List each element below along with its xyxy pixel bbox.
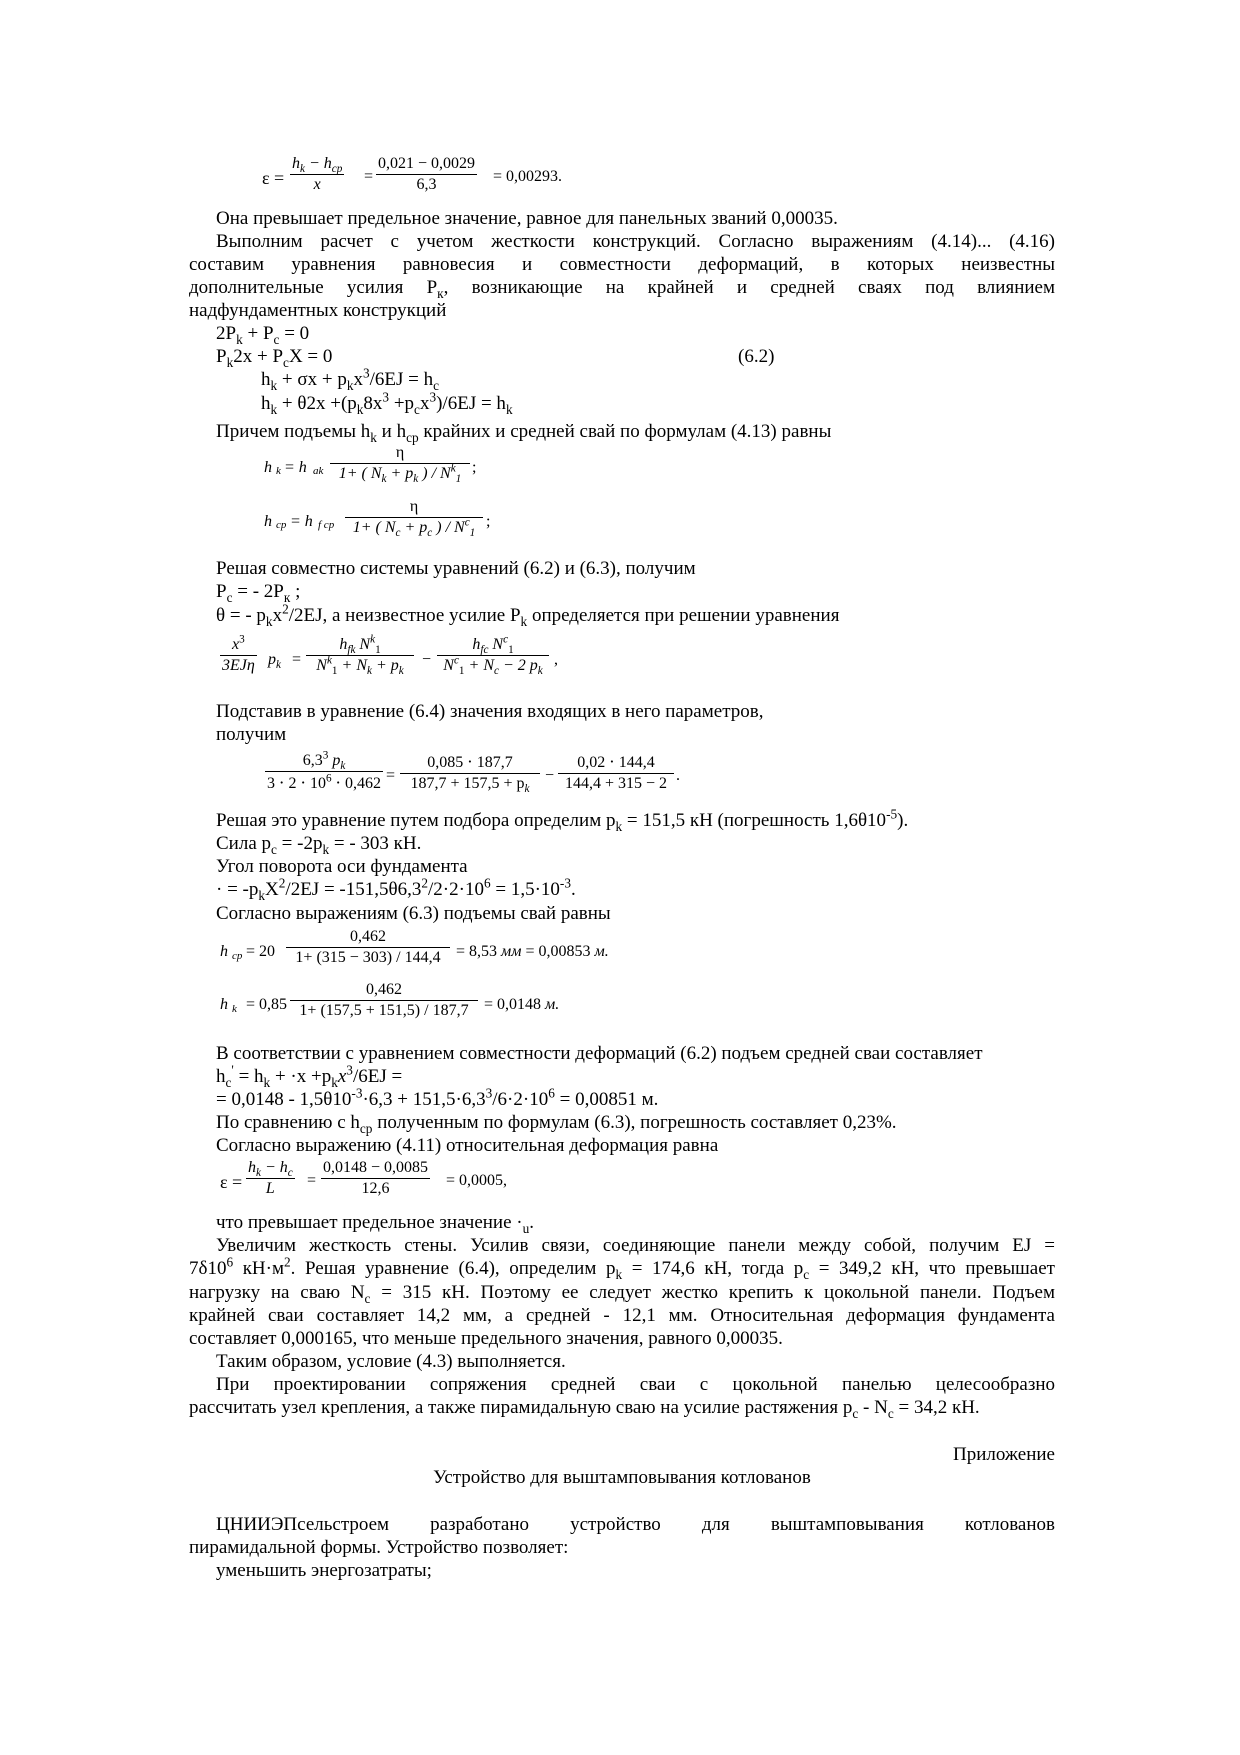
eq-fraction: $x^3$ 3EJη <box>222 633 255 674</box>
eq-lhs-sub: k <box>232 1003 237 1015</box>
eq-fraction: $\frac{0,462}{1+ (315 - 303) / 144,4}$ <box>286 928 450 967</box>
eq-result: = 8,53 мм = 0,00853 м. <box>456 943 609 960</box>
eq-lhs-sub: k <box>276 465 281 477</box>
eq-rhs: = 20 <box>246 943 276 960</box>
eq-sign: = <box>363 168 374 185</box>
eq-minus: − <box>545 767 555 784</box>
eq-fraction: $\frac{6,3^3 p_k}{3 \cdot 2 \cdot 10^6 \cdot 0,462}$ <box>267 749 382 792</box>
paragraph: $P_c$ = - $2P_к$ ; <box>216 581 301 605</box>
paragraph-line: Выполним расчет с учетом жесткости конструкций. Согласно выражениям (4.14)... (4.16) <box>216 231 1055 252</box>
paragraph: Угол поворота оси фундамента <box>216 856 468 877</box>
paragraph: · = $-p_kX^2/2EJ = -151,5\theta 6,3^2/2\cdot 2\cdot 10^6 = 1,5\cdot 10^{-3}$. <box>216 875 576 903</box>
paragraph-line: При проектировании сопряжения средней сваи с цокольной панелью целесообразно <box>216 1374 1055 1395</box>
paragraph-line: составляет 0,000165, что меньше предельного значения, равного 0,00035. <box>189 1328 783 1349</box>
eq-end: ; <box>486 513 491 530</box>
eq-fraction: $\frac{0,085 \cdot 187,7}{187,7 + 157,5 + p_k}$ <box>400 752 540 793</box>
paragraph-line: составим уравнения равновесия и совместности деформаций, в которых неизвестны <box>189 254 1055 275</box>
eq-fraction: $h_{fc}$ $N^c_1$ $N^c_1 + N_c - 2$ $p_k$ <box>437 636 549 675</box>
eq-fraction: $h_k - h_{cp}$ x <box>292 155 343 193</box>
eq-fraction-numeric: $\frac{0,021 - 0,0029}{6,3}$ <box>378 155 476 193</box>
paragraph-line: дополнительные усилия $P_к$, возникающие на крайней и средней сваях под влиянием <box>189 277 1055 301</box>
paragraph: Таким образом, условие (4.3) выполняется. <box>216 1351 566 1372</box>
eq-rhs-sub: ak <box>313 465 324 477</box>
paragraph: Причем подъемы $h_k$ и $h_{cp}$ крайних и средней свай по формулам (4.13) равны <box>216 421 832 445</box>
paragraph: Она превышает предельное значение, равное для панельных званий 0,00035. <box>216 208 838 229</box>
system-eq-3: $h_k + \sigma x + p_kx^3/6EJ = h_c$ <box>261 365 440 393</box>
eq-lhs: h <box>264 459 272 476</box>
eq-rhs: = h <box>290 513 313 530</box>
eq-sign: = <box>292 651 302 668</box>
eq-fraction-numeric: $\frac{0,0148 - 0,0085}{12,6}$ <box>323 1159 429 1197</box>
paragraph-line: пирамидальной формы. Устройство позволяет: <box>189 1537 569 1558</box>
system-eq-2: $P_k2x + P_cX = 0$ <box>216 346 333 370</box>
eq-lhs: h <box>264 513 272 530</box>
eq-fraction: $h_{fk}$ $N^k_1$ $N^k_1 + N_k + p_k$ <box>306 636 414 675</box>
eq-result: = 0,0005, <box>446 1172 508 1189</box>
eq-lhs: ε = <box>220 1172 243 1192</box>
paragraph: Согласно выражению (4.11) относительная деформация равна <box>216 1135 719 1156</box>
paragraph: получим <box>216 724 287 745</box>
eq-lhs: ε = <box>262 168 285 188</box>
eq-fraction: $\frac{\eta}{1+ ( N_c + p_c ) / N^c_1}$ <box>345 498 483 537</box>
eq-end: . <box>676 767 680 784</box>
paragraph: По сравнению с $h_{cp}$ полученным по формулам (6.3), погрешность составляет 0,23%. <box>216 1112 897 1136</box>
eq-result: = 0,00293. <box>493 168 563 185</box>
paragraph-line: ЦНИИЭПсельстроем разработано устройство для выштамповывания котлованов <box>216 1514 1055 1535</box>
paragraph-line: надфундаментных конструкций <box>189 300 447 321</box>
eq-result: = 0,0148 м. <box>484 996 560 1013</box>
eq-rhs: = 0,85 <box>246 996 288 1013</box>
eq-lhs-sub: cp <box>232 950 243 962</box>
paragraph: В соответствии с уравнением совместности деформаций (6.2) подъем средней сваи составляет <box>216 1043 983 1064</box>
paragraph: Решая совместно системы уравнений (6.2) и (6.3), получим <box>216 558 696 579</box>
paragraph-line: Увеличим жесткость стены. Усилив связи, соединяющие панели между собой, получим EJ = <box>216 1235 1055 1256</box>
paragraph: Подставив в уравнение (6.4) значения входящих в него параметров, <box>216 701 764 722</box>
paragraph-line: крайней сваи составляет 14,2 мм, а средней - 12,1 мм. Относительная деформация фундамента <box>189 1305 1055 1326</box>
paragraph: уменьшить энергозатраты; <box>216 1560 432 1581</box>
paragraph: = $0,0148 - 1,5\theta 10^{-3}\cdot 6,3 + 151,5\cdot 6,3^3/6\cdot 2\cdot 10^6 = 0,00851$ м. <box>216 1085 659 1110</box>
eq-lhs-sub: cp <box>276 519 287 531</box>
appendix-label: Приложение <box>953 1444 1055 1465</box>
eq-fraction: $\frac{\eta}{1+ ( N_k + p_k ) / N^k_1}$ <box>330 444 470 483</box>
eq-rhs-sub: f cp <box>318 519 335 531</box>
eq-sign: = <box>307 1172 317 1189</box>
paragraph-line: нагрузку на сваю $N_c = 315$ кН. Поэтому ее следует жестко крепить к цокольной панели. Подъем <box>189 1282 1055 1306</box>
appendix-title: Устройство для выштамповывания котлованов <box>433 1467 811 1488</box>
eq-lhs: h <box>220 996 228 1013</box>
paragraph: Решая это уравнение путем подбора определим $p_k = 151,5$ кН (погрешность $1,6\theta 10^{-5}$). <box>216 806 909 834</box>
eq-end: ; <box>472 459 477 476</box>
system-eq-4: $h_k + \theta 2x +(p_k8x^3 +p_cx^3)/6EJ = h_k$ <box>261 389 513 417</box>
eq-lhs: h <box>220 943 228 960</box>
paragraph-line: $7\delta 10^6$ $кН\cdot м^2$. Решая уравнение (6.4), определим $p_k = 174,6$ кН, тогда $p_c = 349,2$ кН, что превышает <box>189 1254 1055 1282</box>
eq-end: , <box>554 651 558 668</box>
paragraph: θ = - $p_kx^2/2EJ$, а неизвестное усилие $P_k$ определяется при решении уравнения <box>216 601 840 629</box>
eq-fraction: $\frac{0,02 \cdot 144,4}{144,4 + 315 - 2}$ <box>558 752 674 793</box>
paragraph: что превышает предельное значение $\cdot_u$. <box>216 1212 535 1236</box>
system-eq-1: $2P_k + P_c = 0$ <box>216 323 310 347</box>
eq-fraction: $\frac{0,462}{1+ (157,5 + 151,5) / 187,7}$ <box>290 981 478 1020</box>
eq-minus: − <box>422 651 432 668</box>
eq-pk: $p_k$ <box>268 651 281 672</box>
equation-number: (6.2) <box>738 346 775 367</box>
paragraph-line: рассчитать узел крепления, а также пирамидальную сваю на усилие растяжения $p_c - N_c = 34,2$ кН. <box>189 1397 980 1421</box>
paragraph: Согласно выражениям (6.3) подъемы свай равны <box>216 903 611 924</box>
paragraph: $h_c' = h_k + \cdot x +p_kx^3/6EJ$ = <box>216 1062 403 1090</box>
eq-sign: = <box>386 767 396 784</box>
eq-rhs: = h <box>284 459 307 476</box>
paragraph: Сила $p_c = -2p_k$ = - 303 кН. <box>216 833 422 857</box>
eq-fraction: $\frac{h_k - h_c}{L}$ <box>248 1159 293 1197</box>
